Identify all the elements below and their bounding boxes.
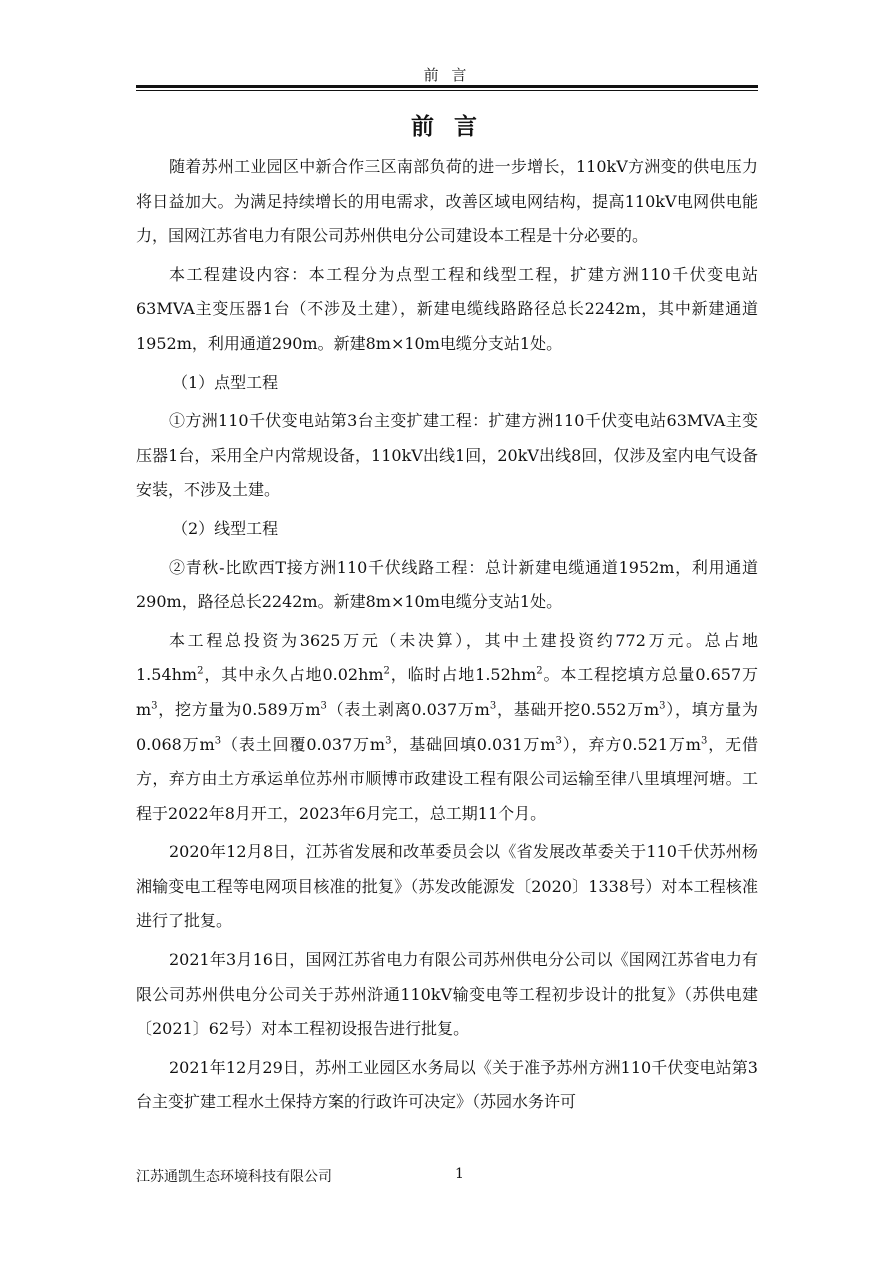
paragraph-investment: 本工程总投资为3625万元（未决算），其中土建投资约772万元。总占地$1.54hm^2$，其中永久占地$0.02hm^2$，临时占地$1.52hm^2$。本工程挖填方总量0.657万$m^3$，挖方量为0.589万$m^3$（表土剥离0.037万$m^3$，基础开挖0.552万$m^3$），填方量为0.068万$m^3$（表土回覆0.037万$m^3$，基础回填0.031万$m^3$），弃方0.521万$m^3$，无借方，弃方由土方承运单位苏州市顺博市政建设工程有限公司运输至律八里填埋河塘。工程于2022年8月开工，2023年6月完工，总工期11个月。 xyxy=(136,630,759,823)
paragraph-approval-2021-march: 2021年3月16日，国网江苏省电力有限公司苏州供电分公司以《国网江苏省电力有限公司苏州供电分公司关于苏州浒通110kV输变电等工程初步设计的批复》（苏供电建〔2021〕62号）对本工程初设报告进行批复。 xyxy=(136,950,758,1039)
header-rule-thick xyxy=(136,85,758,88)
paragraph-point-detail: ①方洲110千伏变电站第3台主变扩建工程：扩建方洲110千伏变电站63MVA主变压器1台，采用全户内常规设备，110kV出线1回，20kV出线8回，仅涉及室内电气设备安装，不涉及土建。 xyxy=(136,411,758,500)
footer-company: 江苏通凯生态环境科技有限公司 xyxy=(136,1169,332,1185)
running-header: 前 言 xyxy=(423,66,471,84)
header-rule-thin xyxy=(136,90,758,91)
page-number: 1 xyxy=(455,1166,464,1182)
paragraph-point-heading: （1）点型工程 xyxy=(172,372,279,392)
paragraph-approval-2021-december: 2021年12月29日，苏州工业园区水务局以《关于准予苏州方洲110千伏变电站第3台主变扩建工程水土保持方案的行政许可决定》（苏园水务许可 xyxy=(136,1057,758,1112)
paragraph-line-heading: （2）线型工程 xyxy=(172,518,279,538)
paragraph-approval-2020: 2020年12月8日，江苏省发展和改革委员会以《省发展改革委关于110千伏苏州杨湘输变电工程等电网项目核准的批复》（苏发改能源发〔2020〕1338号）对本工程核准进行了批复。 xyxy=(136,842,758,931)
page-title: 前 言 xyxy=(410,113,483,140)
paragraph-line-detail: ②青秋-比欧西T接方洲110千伏线路工程：总计新建电缆通道1952m，利用通道290m，路径总长2242m。新建8m×10m电缆分支站1处。 xyxy=(136,557,758,612)
paragraph-scope: 本工程建设内容：本工程分为点型工程和线型工程，扩建方洲110千伏变电站63MVA主变压器1台（不涉及土建），新建电缆线路路径总长2242m，其中新建通道1952m，利用通道290m。新建8m×10m电缆分支站1处。 xyxy=(136,264,758,353)
document-body xyxy=(136,150,758,1124)
paragraph-background: 随着苏州工业园区中新合作三区南部负荷的进一步增长，110kV方洲变的供电压力将日益加大。为满足持续增长的用电需求，改善区域电网结构，提高110kV电网供电能力，国网江苏省电力有限公司苏州供电分公司建设本工程是十分必要的。 xyxy=(136,157,758,246)
